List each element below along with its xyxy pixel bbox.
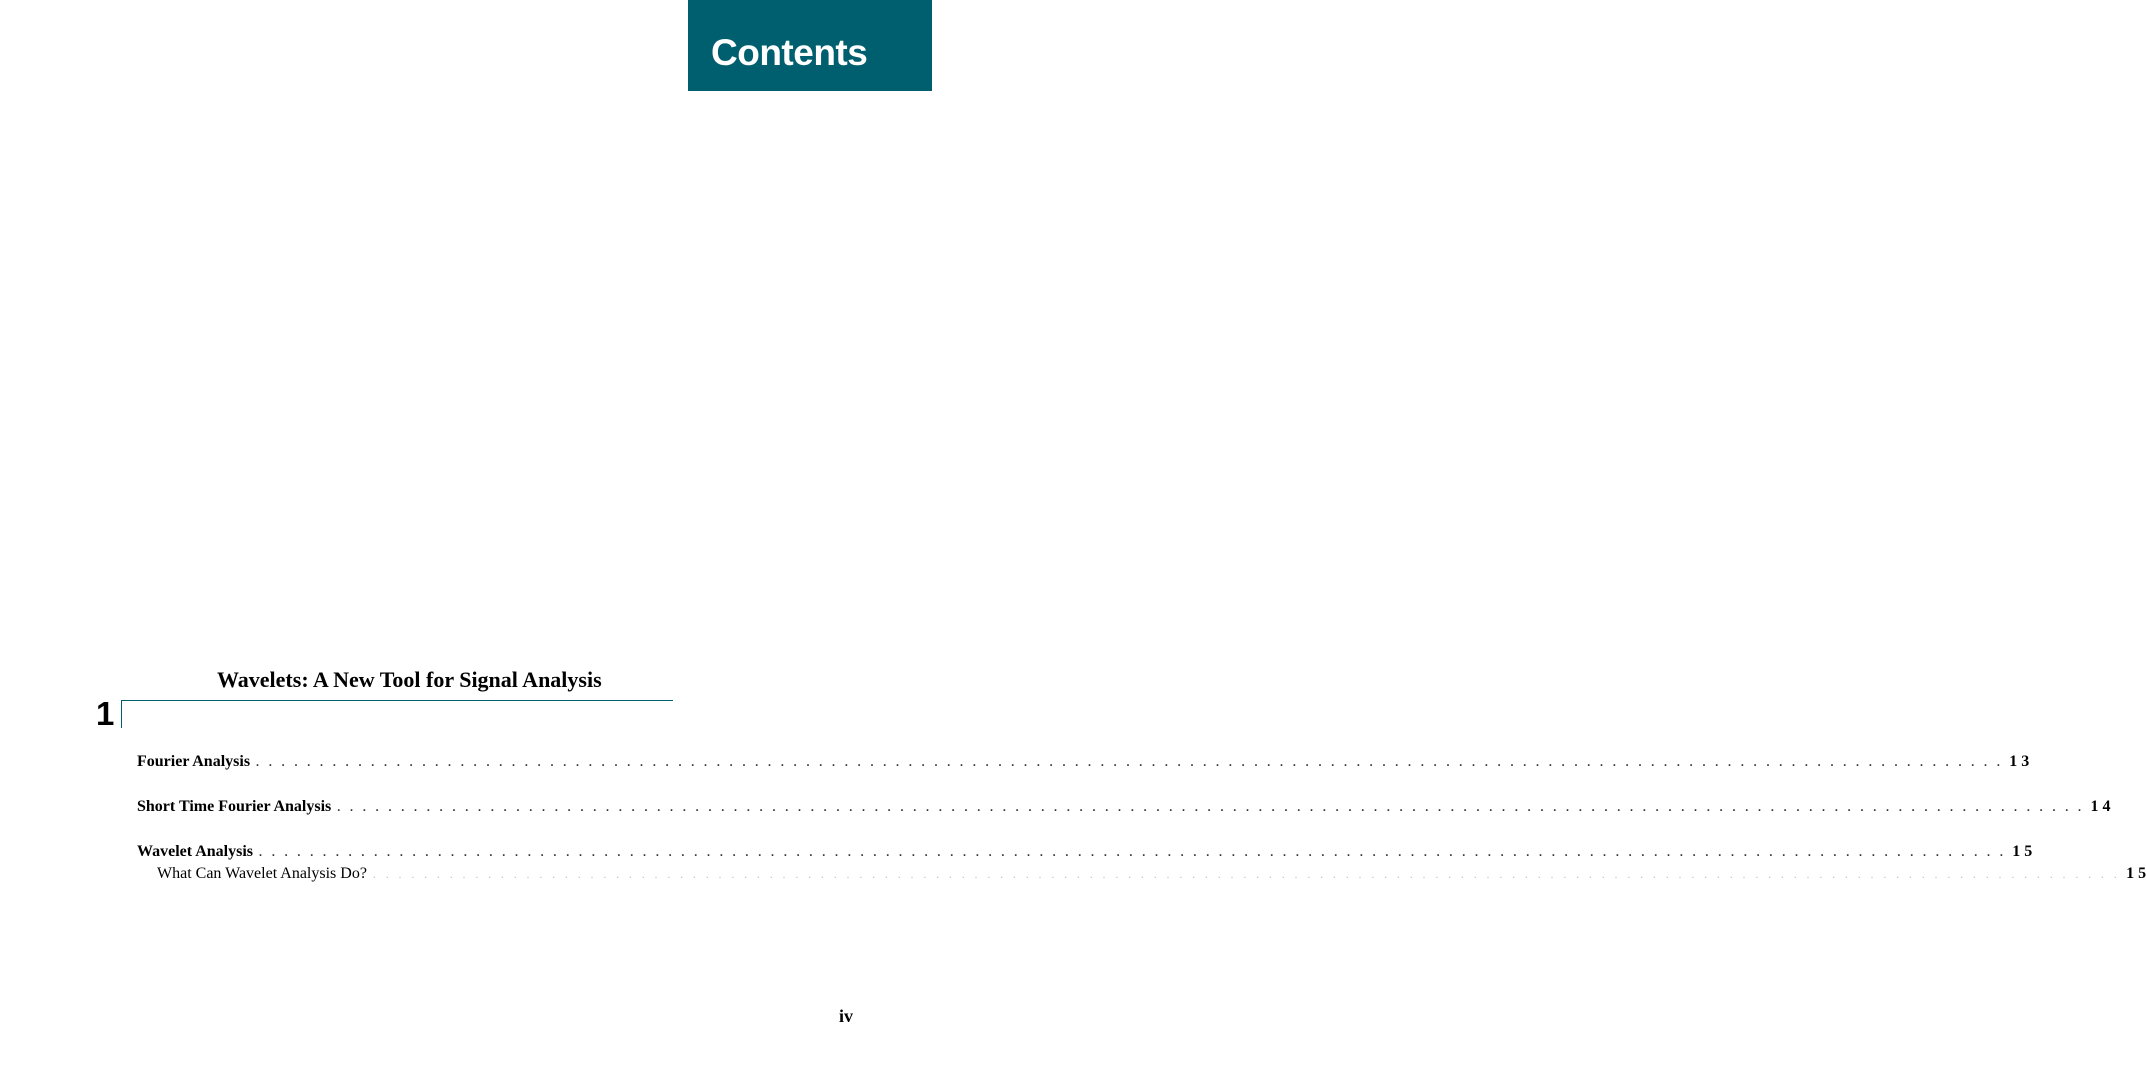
chapter-rule-horizontal — [121, 700, 673, 701]
toc-entry-fourier-analysis[interactable] — [137, 753, 2030, 770]
toc-entry-page: 1 5 — [2126, 865, 2146, 882]
chapter-title: Wavelets: A New Tool for Signal Analysis — [217, 667, 602, 692]
toc-entry-what-can-wavelet-analysis-do[interactable] — [157, 865, 2146, 882]
toc-entry-short-time-fourier-analysis[interactable] — [137, 798, 2111, 815]
page-number: iv — [839, 1006, 854, 1026]
toc-leader-dots: . . . . . . . . . . . . . . . . . . . . . . . . . . . . . . . . . . . . . . . . . . . . . . . . . . . . . . . . . . . . . . . . . . . . . . . . . . . . . . . . . . . . . . . . . . . . . . . . . . . . . . . . . . . . . . . . . . . . . . . . . . . . . . . . . . . . . . . . . — [372, 867, 2121, 881]
toc-entry-page: 1 5 — [2012, 843, 2033, 860]
contents-header-tab — [688, 0, 932, 91]
toc-entry-title: What Can Wavelet Analysis Do? — [157, 865, 367, 882]
toc-entry-page: 1 4 — [2090, 798, 2111, 815]
toc-entry-page: 1 3 — [2009, 753, 2030, 770]
chapter-number: 1 — [96, 695, 115, 732]
page-title: Contents — [711, 32, 868, 73]
toc-entry-title: Wavelet Analysis — [137, 843, 254, 860]
toc-entry-wavelet-analysis[interactable] — [137, 843, 2033, 860]
toc-leader-dots: . . . . . . . . . . . . . . . . . . . . . . . . . . . . . . . . . . . . . . . . . . . . . . . . . . . . . . . . . . . . . . . . . . . . . . . . . . . . . . . . . . . . . . . . . . . . . . . . . . . . . . . . . . . . . . . . . . . . . . . . . . . . . . . . . . . . . . . . . — [259, 845, 2007, 859]
toc-leader-dots: . . . . . . . . . . . . . . . . . . . . . . . . . . . . . . . . . . . . . . . . . . . . . . . . . . . . . . . . . . . . . . . . . . . . . . . . . . . . . . . . . . . . . . . . . . . . . . . . . . . . . . . . . . . . . . . . . . . . . . . . . . . . . . . . . . . . . . . . . — [256, 755, 2004, 769]
chapter-rule-vertical — [121, 700, 122, 728]
toc-leader-dots: . . . . . . . . . . . . . . . . . . . . . . . . . . . . . . . . . . . . . . . . . . . . . . . . . . . . . . . . . . . . . . . . . . . . . . . . . . . . . . . . . . . . . . . . . . . . . . . . . . . . . . . . . . . . . . . . . . . . . . . . . . . . . . . . . . . . . . . . . — [337, 800, 2085, 814]
toc-entry-title: Fourier Analysis — [137, 753, 251, 770]
toc-entry-title: Short Time Fourier Analysis — [137, 798, 332, 815]
